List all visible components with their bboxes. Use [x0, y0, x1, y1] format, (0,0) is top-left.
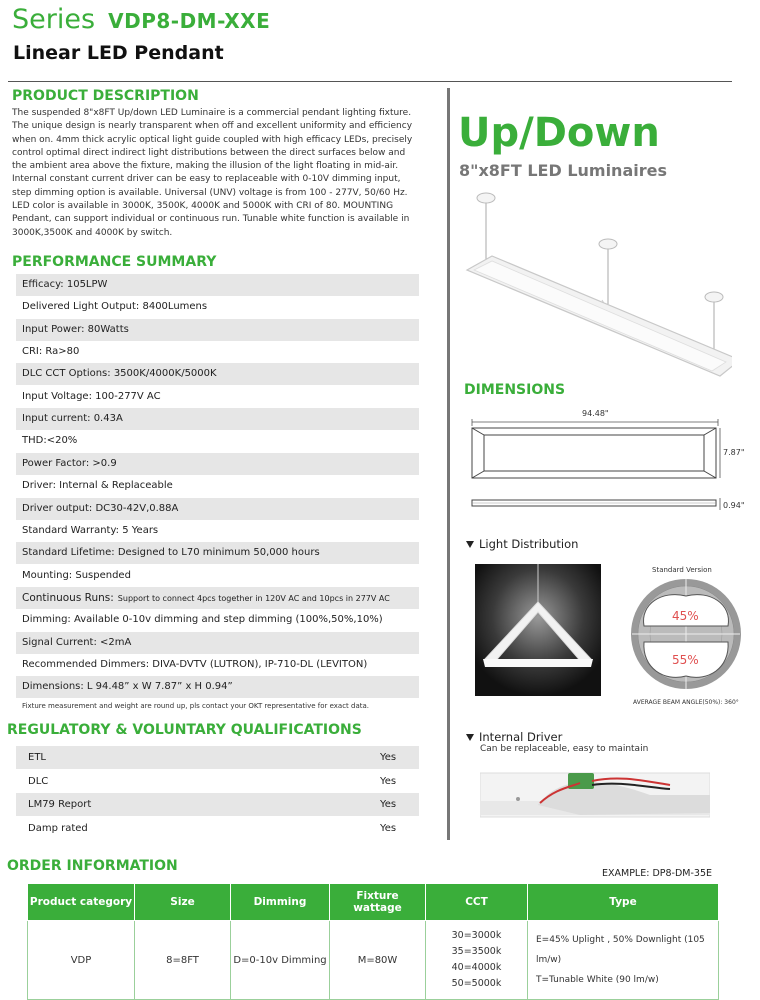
header-product-category: Product category [28, 884, 135, 921]
performance-row [16, 654, 419, 676]
type-option: T=Tunable White (90 lm/w) [536, 975, 659, 985]
cell-cct [426, 921, 528, 1000]
dimensions-title: DIMENSIONS [464, 382, 566, 398]
header-cct: CCT [426, 884, 528, 921]
cct-option: 50=5000k [451, 978, 502, 989]
order-header-row [28, 884, 719, 921]
regulatory-title: REGULATORY & VOLUNTARY QUALIFICATIONS [7, 722, 362, 738]
performance-title: PERFORMANCE SUMMARY [12, 254, 217, 270]
downlight-percent: 55% [672, 653, 699, 667]
performance-row [16, 386, 419, 408]
performance-row-detail: Support to connect 4pcs together in 120V AC and 10pcs in 277V AC [117, 593, 390, 603]
performance-row [16, 587, 419, 609]
cell-type [528, 921, 719, 1000]
model-number: VDP8-DM-XXE [108, 9, 271, 33]
uplight-percent: 45% [672, 609, 699, 623]
performance-row [16, 430, 419, 452]
cell-size: 8=8FT [135, 921, 231, 1000]
performance-row-text: Standard Warranty: 5 Years [22, 524, 159, 536]
cell-category: VDP [28, 921, 135, 1000]
performance-footnote: Fixture measurement and weight are round up, pls contact your OKT representative for exact data. [22, 702, 370, 710]
performance-row [16, 408, 419, 430]
triangle-bullet-icon [466, 734, 474, 741]
description-text: The suspended 8"x8FT Up/down LED Luminaire is a commercial pendant lighting fixture. The unique design is nearly transparent when off and excellent uniformity and efficiency when on. 4mm thick acrylic optical light guide coupled with high efficacy LEDs, precisely control optimal direct indirect light distributions between the direct surfaces below and the ambient area above the fixture, making the illusion of the light floating in mid-air. Internal constant current driver can be easy to replaceable with 0-10V dimming input, step dimming option is available. Universal (UNV) voltage is from 100 - 277V, 50/60 Hz. LED color is available in 3000K, 3500K, 4000K and 5000K with CRI of 80. MOUNTING Pendant, can support individual or continuous run. Tunable white function is available in 3000K,3500K and 4000K by switch. [12, 108, 413, 238]
regulatory-row [16, 817, 419, 840]
performance-row-text: CRI: Ra>80 [22, 346, 80, 358]
type-option: E=45% Uplight , 50% Downlight (105 lm/w) [536, 935, 705, 965]
performance-row [16, 453, 419, 475]
regulatory-row [16, 770, 419, 793]
performance-row [16, 520, 419, 542]
description-title: PRODUCT DESCRIPTION [12, 88, 199, 104]
cct-option: 30=3000k [451, 930, 502, 941]
standard-version-label: Standard Version [652, 566, 712, 574]
internal-driver-subtitle: Can be replaceable, easy to maintain [480, 744, 649, 754]
performance-row [16, 676, 419, 698]
performance-row-text: Efficacy: 105LPW [22, 279, 108, 290]
performance-row [16, 319, 419, 341]
performance-row-text: Dimensions: L 94.48” x W 7.87” x H 0.94” [22, 681, 233, 693]
performance-row-text: Mounting: Suspended [22, 569, 131, 581]
cct-option: 40=4000k [451, 962, 502, 973]
regulatory-value: Yes [380, 799, 397, 810]
performance-row-text: Power Factor: >0.9 [22, 457, 117, 469]
product-name: Linear LED Pendant [13, 42, 224, 64]
order-data-row [28, 921, 719, 1000]
order-table [27, 883, 719, 1000]
performance-row-text: Standard Lifetime: Designed to L70 minimum 50,000 hours [22, 547, 320, 559]
regulatory-label: Damp rated [28, 822, 88, 834]
performance-row [16, 475, 419, 497]
cct-option: 35=3500k [451, 946, 502, 957]
dimension-height: 0.94" [723, 501, 745, 510]
internal-driver-heading [466, 730, 562, 744]
header-fixture-wattage: Fixture wattage [330, 884, 426, 921]
light-distribution-photo [475, 564, 601, 696]
regulatory-value: Yes [380, 822, 397, 834]
cell-dimming: D=0-10v Dimming [231, 921, 330, 1000]
performance-row [16, 542, 419, 564]
performance-row-text: Input current: 0.43A [22, 413, 123, 425]
performance-row-text: Input Power: 80Watts [22, 323, 129, 335]
polar-distribution-chart [630, 576, 742, 692]
performance-row-text: THD:<20% [22, 435, 78, 447]
regulatory-row [16, 793, 419, 816]
internal-driver-image [480, 765, 710, 820]
hero-subtitle: 8"x8FT LED Luminaires [459, 161, 667, 180]
performance-row [16, 363, 419, 385]
regulatory-row [16, 746, 419, 769]
regulatory-value: Yes [380, 752, 397, 763]
performance-row-text: Dimming: Available 0-10v dimming and step dimming (100%,50%,10%) [22, 614, 383, 626]
pendant-fixture-image [462, 190, 732, 380]
header-size: Size [135, 884, 231, 921]
series-header [12, 4, 270, 38]
performance-row [16, 274, 419, 296]
regulatory-label: ETL [28, 752, 46, 763]
performance-row [16, 498, 419, 520]
performance-row-text: Recommended Dimmers: DIVA-DVTV (LUTRON), IP-710-DL (LEVITON) [22, 658, 368, 670]
performance-row-text: DLC CCT Options: 3500K/4000K/5000K [22, 368, 217, 380]
performance-row [16, 632, 419, 654]
cell-wattage: M=80W [330, 921, 426, 1000]
hero-title: Up/Down [458, 110, 660, 156]
dimension-length: 94.48" [582, 409, 609, 418]
regulatory-value: Yes [380, 775, 397, 787]
dimension-width: 7.87" [723, 448, 745, 457]
order-example: EXAMPLE: DP8-DM-35E [602, 868, 712, 879]
performance-row-label: Continuous Runs: [22, 591, 114, 604]
column-divider [447, 88, 450, 840]
internal-driver-title: Internal Driver [479, 730, 563, 744]
header-type: Type [528, 884, 719, 921]
triangle-bullet-icon [466, 541, 474, 548]
header-dimming: Dimming [231, 884, 330, 921]
dimension-drawing [468, 418, 728, 523]
performance-row-text: Signal Current: <2mA [22, 636, 132, 648]
beam-angle-label: AVERAGE BEAM ANGLE(50%): 360° [633, 699, 739, 706]
series-prefix: Series [12, 4, 96, 35]
light-distribution-heading [466, 537, 578, 551]
performance-row [16, 341, 419, 363]
order-title: ORDER INFORMATION [7, 858, 178, 874]
performance-row [16, 296, 419, 318]
performance-row-text: Input Voltage: 100-277V AC [22, 390, 161, 402]
performance-row [16, 609, 419, 631]
performance-row-text: Driver: Internal & Replaceable [22, 480, 173, 492]
performance-row-text: Driver output: DC30-42V,0.88A [22, 502, 179, 514]
performance-row-text: Delivered Light Output: 8400Lumens [22, 301, 208, 313]
regulatory-label: DLC [28, 775, 49, 787]
performance-row [16, 565, 419, 587]
light-distribution-title: Light Distribution [479, 537, 579, 551]
regulatory-label: LM79 Report [28, 799, 92, 810]
header-divider [8, 81, 732, 82]
